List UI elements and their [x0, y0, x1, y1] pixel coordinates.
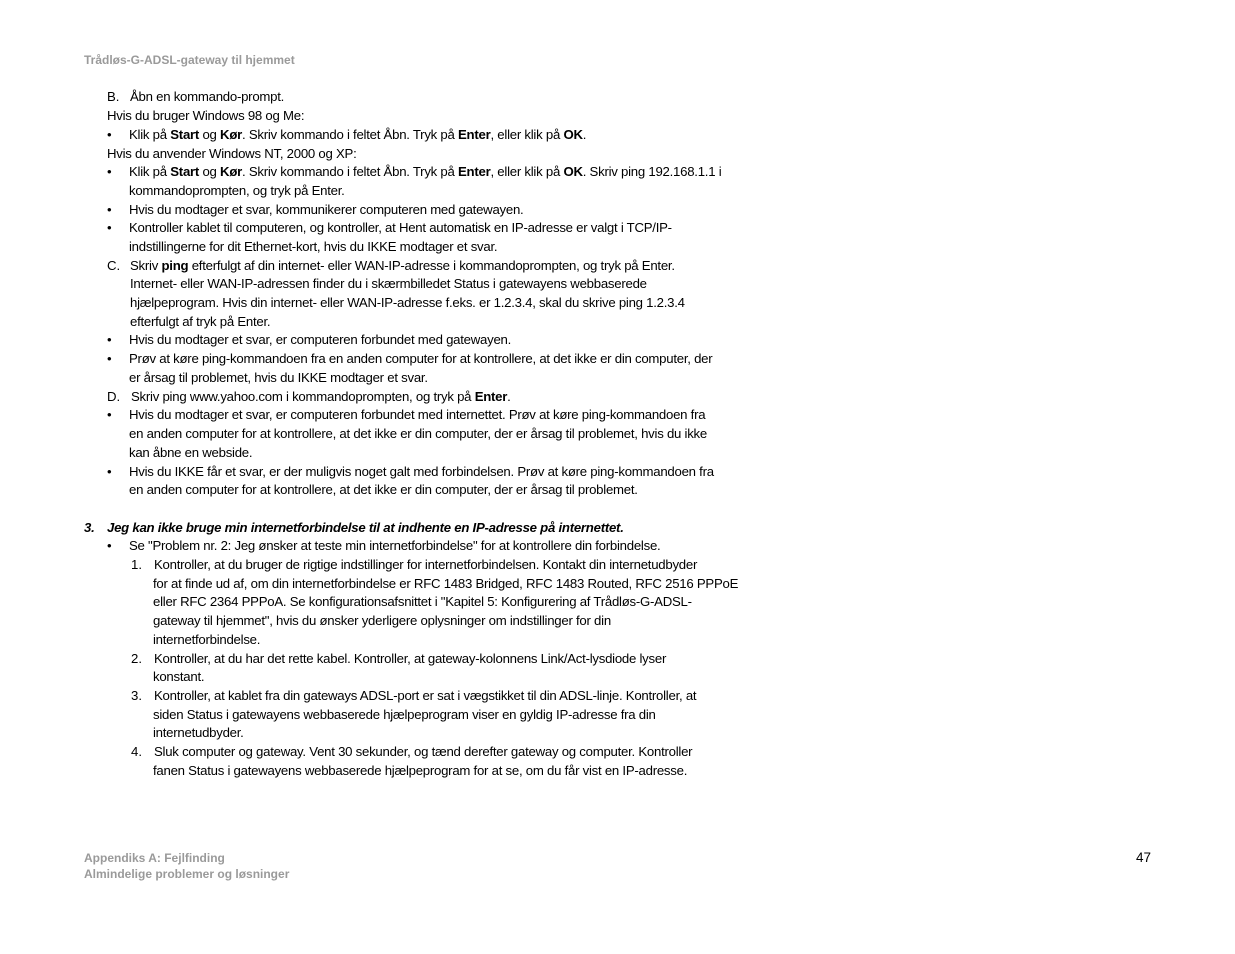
step-1-line: Kontroller, at du bruger de rigtige indstillinger for internetforbindelsen. Kontakt din internetudbyder	[154, 557, 698, 572]
text-run: .	[582, 127, 587, 142]
problem-title: Jeg kan ikke bruge min internetforbindelse til at indhente en IP-adresse på internettet.	[107, 520, 624, 535]
text-run: Skriv ping www.yahoo.com i kommandoprompten, og tryk på	[131, 389, 475, 404]
step-1-line: internetforbindelse.	[153, 632, 261, 647]
page-footer	[84, 850, 289, 882]
text-run-bold: Kør	[220, 127, 243, 142]
text-run-bold: ping	[161, 258, 189, 273]
text-run: . Skriv kommando i feltet Åbn. Tryk på	[242, 127, 459, 142]
bullet-c-other-line2: er årsag til problemet, hvis du IKKE modtager et svar.	[129, 370, 428, 385]
text-run-bold: Enter	[474, 389, 508, 404]
text-run: efterfulgt af din internet- eller WAN-IP-adresse i kommandoprompten, og tryk på Enter.	[188, 258, 675, 273]
page-header: Trådløs-G-ADSL-gateway til hjemmet	[84, 53, 295, 67]
text-run: Klik på	[129, 164, 171, 179]
step-number-1: 1.	[131, 557, 142, 572]
text-run: .	[507, 389, 511, 404]
winnt-bullet-text	[129, 163, 721, 181]
text-run: , eller klik på	[490, 127, 564, 142]
bullet-glyph: •	[107, 407, 112, 422]
text-run: . Skriv ping 192.168.1.1 i	[582, 164, 722, 179]
step-marker-b: B.	[107, 89, 120, 104]
problem-3-heading	[84, 519, 624, 537]
step-number-3: 3.	[131, 688, 142, 703]
bullet-reply-gateway: Hvis du modtager et svar, kommunikerer computeren med gatewayen.	[129, 202, 524, 217]
bullet-cable-line2: indstillingerne for dit Ethernet-kort, hvis du IKKE modtager et svar.	[129, 239, 498, 254]
bullet-d2-line1: Hvis du IKKE får et svar, er der muligvis noget galt med forbindelsen. Prøv at køre ping-kommandoen fra	[129, 464, 714, 479]
text-run-bold: Start	[170, 164, 200, 179]
problem-3-bullet: Se "Problem nr. 2: Jeg ønsker at teste min internetforbindelse" for at kontrollere din forbindelse.	[129, 538, 661, 553]
step-1-line: eller RFC 2364 PPPoA. Se konfigurationsafsnittet i "Kapitel 5: Konfigurering af Trådløs-G-ADSL-	[153, 594, 692, 609]
text-run: Klik på	[129, 127, 171, 142]
step-c-line1	[130, 257, 675, 275]
text-run-bold: OK	[563, 164, 583, 179]
winnt-intro: Hvis du anvender Windows NT, 2000 og XP:	[107, 146, 357, 161]
step-1-line: for at finde ud af, om din internetforbindelse er RFC 1483 Bridged, RFC 1483 Routed, RFC 2516 PPPoE	[153, 576, 739, 591]
step-3-line: Kontroller, at kablet fra din gateways ADSL-port er sat i vægstikket til din ADSL-linje. Kontroller, at	[154, 688, 697, 703]
step-2-line: Kontroller, at du har det rette kabel. Kontroller, at gateway-kolonnens Link/Act-lysdiode lyser	[154, 651, 667, 666]
step-3-line: internetudbyder.	[153, 725, 244, 740]
bullet-d1-line1: Hvis du modtager et svar, er computeren forbundet med internettet. Prøv at køre ping-kommandoen fra	[129, 407, 706, 422]
bullet-glyph: •	[107, 538, 112, 553]
text-run-bold: Enter	[458, 127, 491, 142]
text-run-bold: Start	[170, 127, 200, 142]
step-4-line: Sluk computer og gateway. Vent 30 sekunder, og tænd derefter gateway og computer. Kontroller	[154, 744, 693, 759]
page-number: 47	[1136, 850, 1152, 865]
bullet-d1-line3: kan åbne en webside.	[129, 445, 253, 460]
win98-bullet-text	[129, 126, 586, 144]
text-run-bold: Enter	[458, 164, 491, 179]
step-c-line3: hjælpeprogram. Hvis din internet- eller WAN-IP-adresse f.eks. er 1.2.3.4, skal du skrive ping 1.2.3.4	[130, 295, 685, 310]
bullet-glyph: •	[107, 220, 112, 235]
step-c-line4: efterfulgt af tryk på Enter.	[130, 314, 271, 329]
bullet-glyph: •	[107, 164, 112, 179]
step-marker-c: C.	[107, 258, 121, 273]
text-run-bold: Kør	[220, 164, 243, 179]
step-4-line: fanen Status i gatewayens webbaserede hjælpeprogram for at se, om du får vist en IP-adresse.	[153, 763, 688, 778]
bullet-glyph: •	[107, 351, 112, 366]
text-run: og	[199, 127, 221, 142]
step-number-4: 4.	[131, 744, 142, 759]
step-d-line1	[131, 388, 511, 406]
bullet-cable-line1: Kontroller kablet til computeren, og kontroller, at Hent automatisk en IP-adresse er valgt i TCP/IP-	[129, 220, 672, 235]
winnt-bullet-line2: kommandoprompten, og tryk på Enter.	[129, 183, 345, 198]
text-run: , eller klik på	[490, 164, 564, 179]
bullet-d2-line2: en anden computer for at kontrollere, at det ikke er din computer, der er årsag til problemet.	[129, 482, 638, 497]
bullet-c-reply: Hvis du modtager et svar, er computeren forbundet med gatewayen.	[129, 332, 512, 347]
bullet-glyph: •	[107, 464, 112, 479]
footer-section: Almindelige problemer og løsninger	[84, 867, 290, 881]
bullet-glyph: •	[107, 127, 112, 142]
bullet-c-other-line1: Prøv at køre ping-kommandoen fra en anden computer for at kontrollere, at det ikke er din computer, der	[129, 351, 713, 366]
bullet-glyph: •	[107, 202, 112, 217]
bullet-glyph: •	[107, 332, 112, 347]
win98-intro: Hvis du bruger Windows 98 og Me:	[107, 108, 305, 123]
step-number-2: 2.	[131, 651, 142, 666]
step-2-line: konstant.	[153, 669, 205, 684]
step-marker-d: D.	[107, 389, 121, 404]
step-1-line: gateway til hjemmet", hvis du ønsker yderligere oplysninger om indstillinger for din	[153, 613, 611, 628]
footer-appendix: Appendiks A: Fejlfinding	[84, 851, 225, 865]
step-c-line2: Internet- eller WAN-IP-adressen finder du i skærmbilledet Status i gatewayens webbaserede	[130, 276, 647, 291]
text-run: . Skriv kommando i feltet Åbn. Tryk på	[242, 164, 459, 179]
problem-number: 3.	[84, 520, 95, 535]
bullet-d1-line2: en anden computer for at kontrollere, at det ikke er din computer, der er årsag til problemet, hvis du ikke	[129, 426, 707, 441]
step-b-text: Åbn en kommando-prompt.	[130, 89, 285, 104]
text-run: Skriv	[130, 258, 162, 273]
step-3-line: siden Status i gatewayens webbaserede hjælpeprogram viser en gyldig IP-adresse fra din	[153, 707, 656, 722]
text-run-bold: OK	[563, 127, 583, 142]
text-run: og	[199, 164, 221, 179]
